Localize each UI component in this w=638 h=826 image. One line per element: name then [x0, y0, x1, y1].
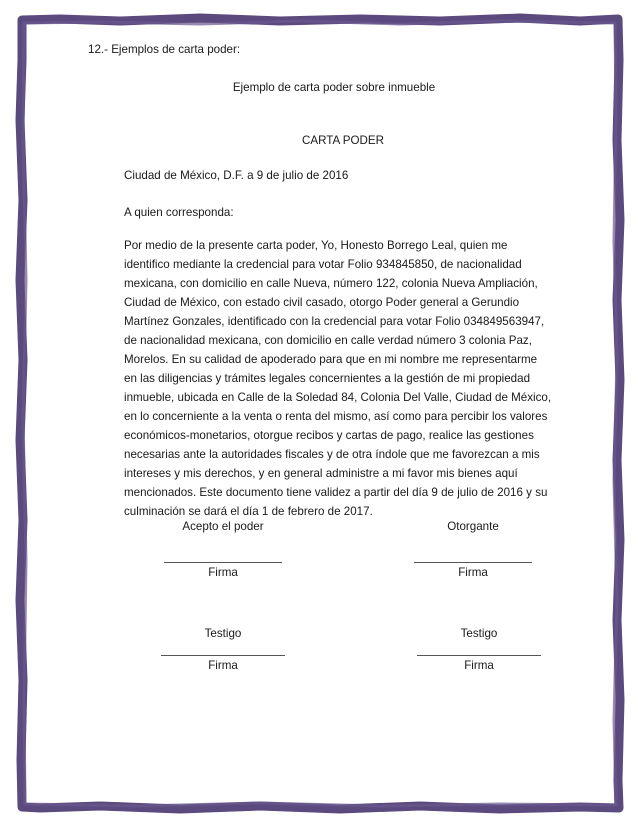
document-title: CARTA PODER [301, 134, 385, 147]
signature-witness-2 [414, 624, 544, 675]
firma-label: Firma [464, 659, 494, 672]
signature-line [161, 645, 285, 656]
signature-line [417, 645, 541, 656]
firma-label: Firma [458, 566, 488, 579]
signature-line [414, 552, 532, 563]
section-heading: 12.- Ejemplos de carta poder: [88, 43, 241, 56]
signature-line [164, 552, 282, 563]
signature-role-label: Testigo [460, 627, 498, 640]
document-page: 12.- Ejemplos de carta poder: Ejemplo de carta poder sobre inmueble CARTA PODER Ciudad de México, D.F. a 9 de julio de 2016 A quien corresponda: Por medio de la presente carta poder, Yo, Honesto Borrego Leal, quien me identifico mediante la credencial para votar Folio 934845850, de nacionalidad mexicana, con domicilio en calle Nueva, número 122, colonia Nueva Ampliación, Ciudad de México, con estado civil casado, otorgo Poder general a Gerundio Martínez Gonzales, identificado con la credencial para votar Folio 034849563947, de nacionalidad mexicana, con domicilio en calle verdad número 3 colonia Paz, Morelos. En su calidad de apoderado para que en mi nombre me representarme en las diligencias y trámites legales concernientes a la gestión de mi propiedad inmueble, ubicada en Calle de la Soledad 84, Colonia Del Valle, Ciudad de México, en lo concerniente a la venta o renta del mismo, así como para percibir los valores económicos-monetarios, otorgue recibos y cartas de pago, realice las gestiones necesarias ante la autoridades fiscales y de otra índole que me favorezcan a mis intereses y mis derechos, y en general administre a mi favor mis bienes aquí mencionados. Este documento tiene validez a partir del día 9 de julio de 2016 y su culminación se dará el día 1 de febrero de 2017. Acepto el poder Firma Otorgante Firma Testigo Firma Testigo Firma [0, 0, 638, 826]
salutation: A quien corresponda: [124, 206, 234, 219]
signature-accepts-power [158, 517, 288, 582]
place-and-date: Ciudad de México, D.F. a 9 de julio de 2016 [124, 169, 349, 182]
document-subtitle: Ejemplo de carta poder sobre inmueble [232, 81, 436, 94]
signature-witness-1 [158, 624, 288, 675]
signature-role-label: Testigo [204, 627, 242, 640]
signature-grantor [408, 517, 538, 582]
signature-role-label: Acepto el poder [182, 520, 264, 533]
firma-label: Firma [208, 659, 238, 672]
firma-label: Firma [208, 566, 238, 579]
signature-role-label: Otorgante [447, 520, 499, 533]
